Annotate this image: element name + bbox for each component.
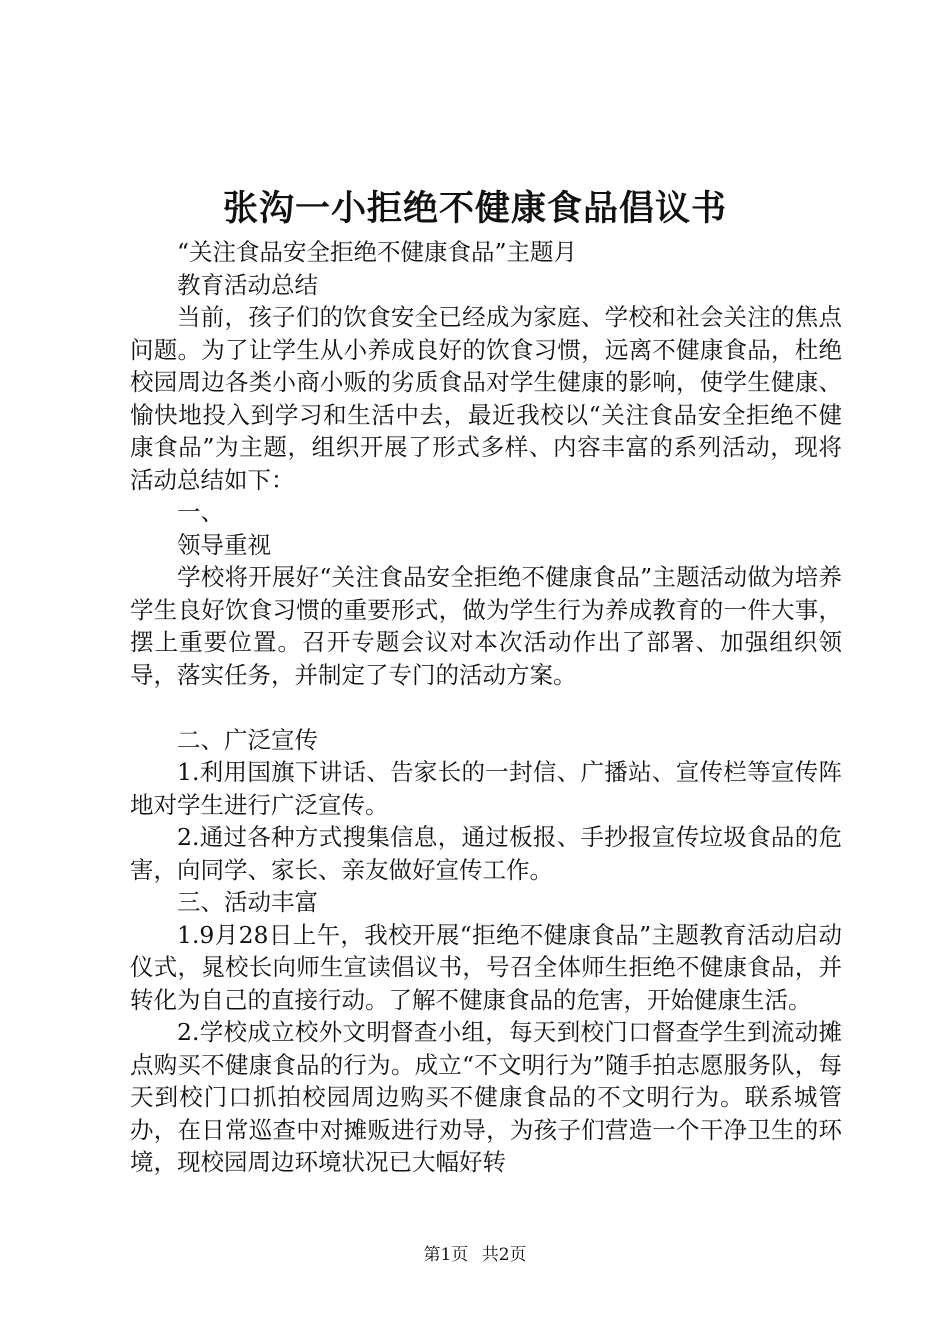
subtitle-line-1: “关注食品安全拒绝不健康食品”主题月 — [177, 238, 578, 266]
section-1-number: 一、 — [177, 498, 224, 526]
intro-paragraph: 当前，孩子们的饮食安全已经成为家庭、学校和社会关注的焦点问题。为了让学生从小养成良好的饮食习惯，远离不健康食品，杜绝校园周边各类小商小贩的劣质食品对学生健康的影响，使学生健康、愉快地投入到学习和生活中去，最近我校以“关注食品安全拒绝不健康食品”为主题，组织开展了形式多样、内容丰富的系列活动，现将活动总结如下： — [130, 303, 842, 494]
document-body — [130, 236, 842, 1179]
document-title: 张沟一小拒绝不健康食品倡议书 — [222, 188, 727, 229]
section-1-heading: 领导重视 — [177, 530, 271, 559]
page-footer — [0, 1243, 950, 1267]
page-total: 共2页 — [481, 1245, 527, 1265]
section-3-heading: 三、活动丰富 — [177, 888, 318, 916]
section-2-item-1: 1.利用国旗下讲话、告家长的一封信、广播站、宣传栏等宣传阵地对学生进行广泛宣传。 — [130, 758, 842, 819]
section-2-heading: 二、广泛宣传 — [177, 725, 318, 754]
page-number: 第1页 — [423, 1245, 469, 1265]
section-3-item-2: 2.学校成立校外文明督查小组，每天到校门口督查学生到流动摊点购买不健康食品的行为。成立“不文明行为”随手拍志愿服务队，每天到校门口抓拍校园周边购买不健康食品的不文明行为。联系城管办，在日常巡查中对摊贩进行劝导，为孩子们营造一个干净卫生的环境，现校园周边环境状况已大幅好转 — [130, 1018, 842, 1176]
section-3-item-1: 1.9月28日上午，我校开展“拒绝不健康食品”主题教育活动启动仪式，晁校长向师生宣读倡议书，号召全体师生拒绝不健康食品，并转化为自己的直接行动。了解不健康食品的危害，开始健康生活。 — [130, 920, 842, 1014]
subtitle-line-2: 教育活动总结 — [177, 270, 318, 299]
section-2-item-2: 2.通过各种方式搜集信息，通过板报、手抄报宣传垃圾食品的危害，向同学、家长、亲友做好宣传工作。 — [130, 823, 842, 884]
blank-line — [130, 691, 842, 724]
section-1-paragraph: 学校将开展好“关注食品安全拒绝不健康食品”主题活动做为培养学生良好饮食习惯的重要形式，做为学生行为养成教育的一件大事，摆上重要位置。召开专题会议对本次活动作出了部署、加强组织领导，落实任务，并制定了专门的活动方案。 — [130, 563, 842, 689]
